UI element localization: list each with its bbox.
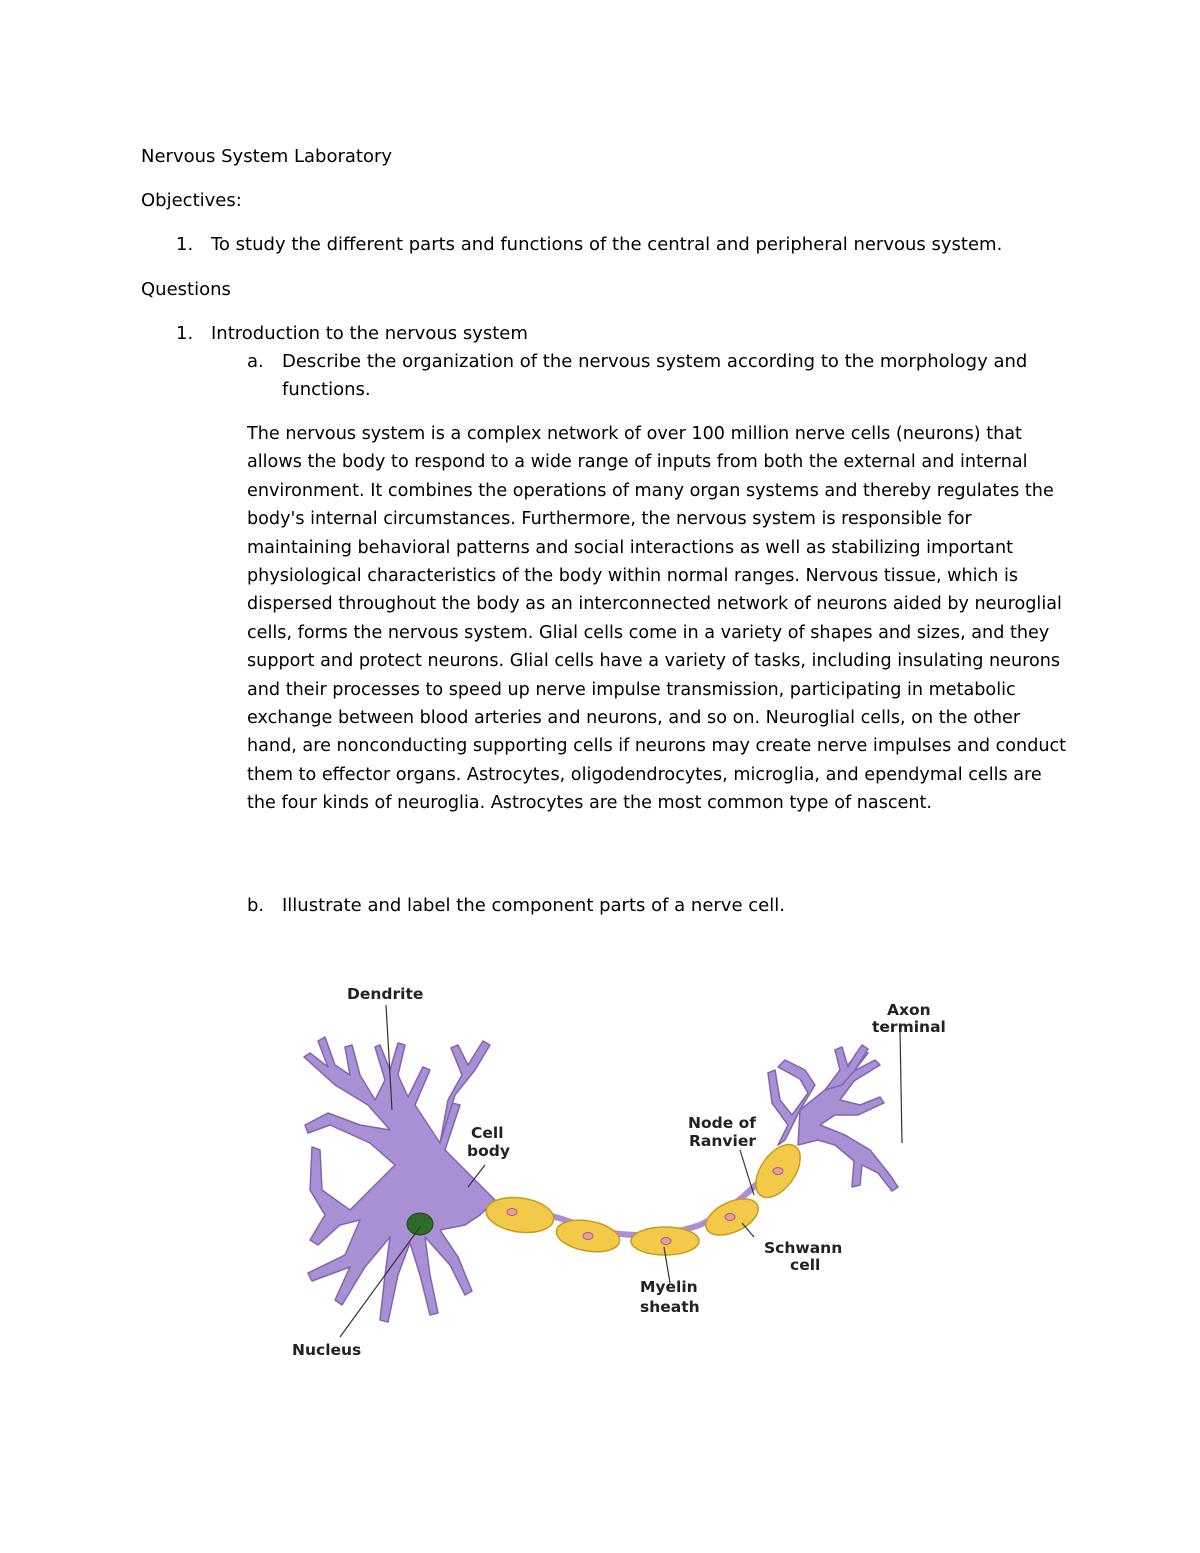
label-cell-body-line-2: body xyxy=(467,1142,510,1160)
answer-line: the four kinds of neuroglia. Astrocytes are the most common type of nascent. xyxy=(247,793,933,814)
label-nucleus: Nucleus xyxy=(292,1341,362,1359)
subitem-a-text-line-2: functions. xyxy=(282,379,371,400)
answer-line: support and protect neurons. Glial cells have a variety of tasks, including insulating neurons xyxy=(247,651,1061,672)
nucleus-shape xyxy=(407,1213,433,1235)
subitem-a-text-line-1: Describe the organization of the nervous system according to the morphology and xyxy=(282,351,1028,372)
document-title: Nervous System Laboratory xyxy=(141,146,393,167)
label-cell-body-line-1: Cell xyxy=(471,1124,504,1142)
answer-line: and their processes to speed up nerve impulse transmission, participating in metabolic xyxy=(247,679,1016,700)
label-dendrite: Dendrite xyxy=(347,985,424,1003)
cell-body-and-dendrites xyxy=(304,1037,495,1322)
answer-line: hand, are nonconducting supporting cells if neurons may create nerve impulses and conduct xyxy=(247,736,1067,757)
subitem-b-letter: b. xyxy=(247,895,265,916)
neuron-diagram xyxy=(280,975,960,1375)
answer-line: them to effector organs. Astrocytes, oligodendrocytes, microglia, and ependymal cells are xyxy=(247,764,1042,785)
objective-text: To study the different parts and functions of the central and peripheral nervous system. xyxy=(211,234,1003,255)
answer-line: cells, forms the nervous system. Glial cells come in a variety of shapes and sizes, and they xyxy=(247,622,1050,643)
question-text: Introduction to the nervous system xyxy=(211,323,528,344)
label-axon-terminal-line-2: terminal xyxy=(872,1018,946,1036)
answer-line: environment. It combines the operations of many organ systems and thereby regulates the xyxy=(247,480,1054,501)
answer-line: maintaining behavioral patterns and social interactions as well as stabilizing important xyxy=(247,537,1014,558)
label-myelin-sheath-line-1: Myelin xyxy=(640,1278,698,1296)
answer-line: The nervous system is a complex network of over 100 million nerve cells (neurons) that xyxy=(247,424,1022,444)
objective-number: 1. xyxy=(176,234,194,255)
objectives-heading: Objectives: xyxy=(141,190,242,211)
subitem-b-text: Illustrate and label the component parts of a nerve cell. xyxy=(282,895,785,916)
answer-line: exchange between blood arteries and neurons, and so on. Neuroglial cells, on the other xyxy=(247,708,1021,729)
label-node-of-ranvier-line-2: Ranvier xyxy=(689,1132,757,1150)
answer-line: physiological characteristics of the body within normal ranges. Nervous tissue, which is xyxy=(247,566,1019,587)
answer-line: allows the body to respond to a wide range of inputs from both the external and internal xyxy=(247,452,1028,473)
label-axon-terminal-line-1: Axon xyxy=(887,1001,931,1019)
question-number: 1. xyxy=(176,323,194,344)
answer-line: body's internal circumstances. Furthermore, the nervous system is responsible for xyxy=(247,509,972,530)
answer-paragraph xyxy=(247,420,1077,818)
subitem-a-letter: a. xyxy=(247,351,264,372)
label-node-of-ranvier-line-1: Node of xyxy=(688,1114,757,1132)
label-schwann-cell-line-2: cell xyxy=(790,1256,821,1274)
questions-heading: Questions xyxy=(141,279,231,300)
myelin-sheath xyxy=(484,1137,809,1257)
answer-line: dispersed throughout the body as an interconnected network of neurons aided by neuroglial xyxy=(247,594,1062,615)
label-schwann-cell-line-1: Schwann xyxy=(764,1239,843,1257)
label-myelin-sheath-line-2: sheath xyxy=(640,1298,700,1316)
